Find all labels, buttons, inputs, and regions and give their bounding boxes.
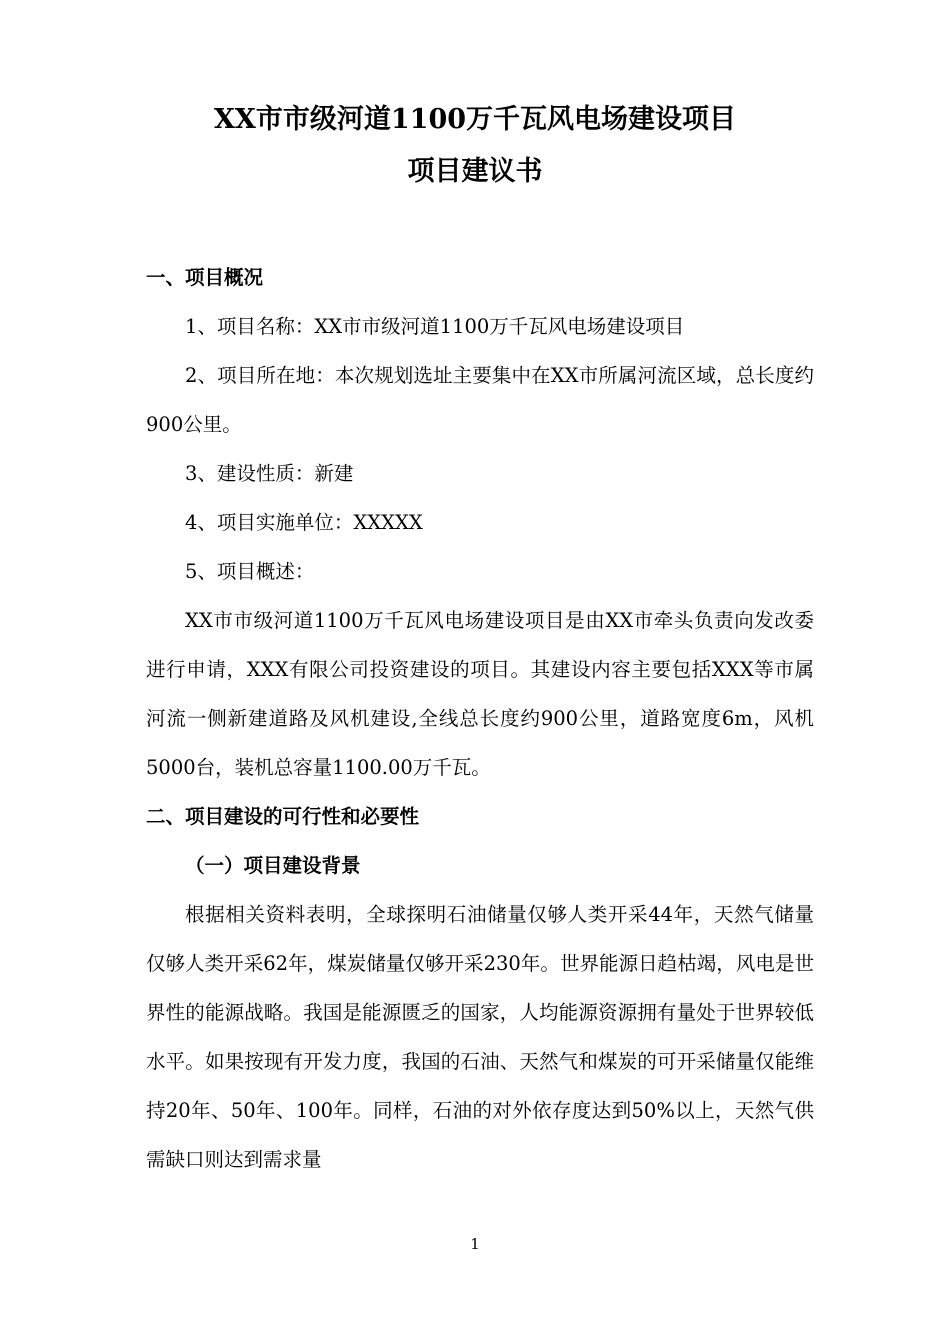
document-title: XX市市级河道1100万千瓦风电场建设项目	[213, 104, 737, 135]
section-heading-overview: 一、项目概况	[146, 266, 264, 289]
page-number: 1	[470, 1235, 480, 1253]
subsection-heading-background: （一）项目建设背景	[185, 854, 361, 877]
item-implementing-unit: 4、项目实施单位：XXXXX	[185, 511, 423, 534]
document-subtitle: 项目建议书	[407, 156, 543, 187]
item-project-name: 1、项目名称：XX市市级河道1100万千瓦风电场建设项目	[185, 315, 685, 338]
background-paragraph: 根据相关资料表明，全球探明石油储量仅够人类开采44年，天然气储量仅够人类开采62年，煤炭储量仅够开采230年。世界能源日趋枯竭，风电是世界性的能源战略。我国是能源匮乏的国家，人均能源资源拥有量处于世界较低水平。如果按现有开发力度，我国的石油、天然气和煤炭的可开采储量仅能维持20年、50年、100年。同样，石油的对外依存度达到50%以上，天然气供需缺口则达到需求量	[146, 903, 814, 1171]
item-project-location: 2、项目所在地：本次规划选址主要集中在XX市所属河流区域，总长度约900公里。	[146, 364, 814, 436]
item-construction-nature: 3、建设性质：新建	[185, 462, 354, 485]
document-body	[146, 253, 814, 1184]
overview-paragraph: XX市市级河道1100万千瓦风电场建设项目是由XX市牵头负责向发改委进行申请，XXX有限公司投资建设的项目。其建设内容主要包括XXX等市属河流一侧新建道路及风机建设,全线总长度约900公里，道路宽度6m，风机5000台，装机总容量1100.00万千瓦。	[146, 609, 814, 779]
section-heading-feasibility: 二、项目建设的可行性和必要性	[146, 805, 420, 828]
item-overview-label: 5、项目概述：	[185, 560, 315, 583]
